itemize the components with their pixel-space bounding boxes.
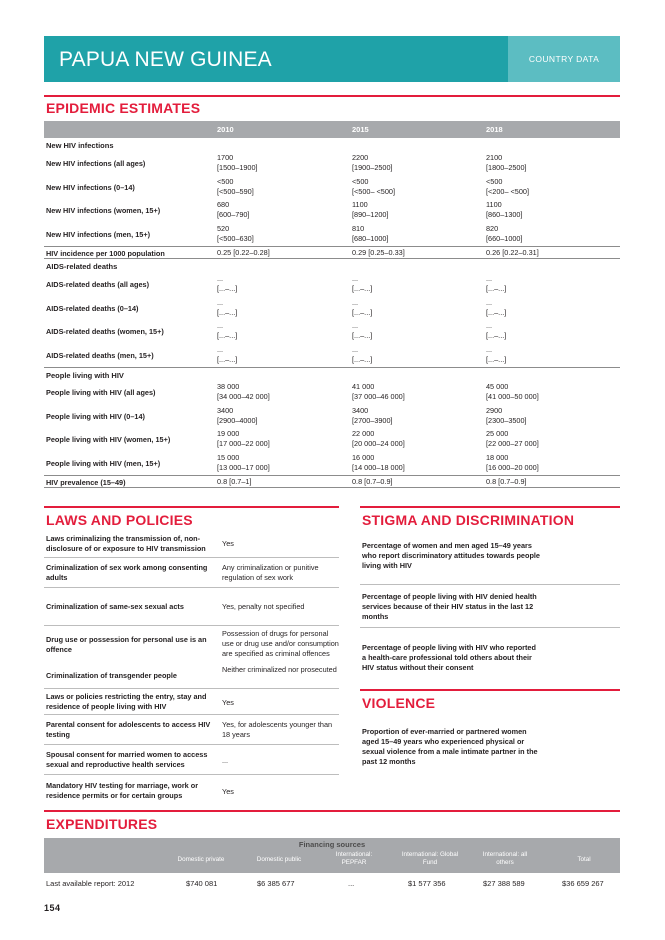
- table-row: [44, 273, 620, 297]
- table-row: [44, 475, 620, 488]
- row-label: AIDS-related deaths (women, 15+): [46, 327, 164, 336]
- year-header: 2018: [486, 125, 503, 134]
- expenditure-value: $27 388 589: [483, 879, 525, 888]
- violence-indicator: Proportion of ever-married or partnered women aged 15–49 years who experienced physical or sexual violence from a male intimate partner in the past 12 months: [362, 727, 538, 766]
- policy-row: [44, 531, 339, 558]
- cell: 18 000 [16 000–20 000]: [486, 452, 539, 472]
- policy-answer: ...: [222, 756, 229, 765]
- country-data-tag: COUNTRY DATA: [508, 36, 620, 82]
- policy-question: Laws or policies restricting the entry, stay and residence of people living with HIV: [46, 692, 207, 711]
- policy-row: [44, 689, 339, 715]
- stigma-indicator: Percentage of women and men aged 15–49 years who report discriminatory attitudes towards people living with HIV: [362, 541, 540, 570]
- section-divider: [44, 95, 620, 97]
- column-header: International: Global Fund: [401, 851, 459, 866]
- table-row: [44, 176, 620, 200]
- policy-row: [44, 775, 339, 805]
- expenditure-value: $6 385 677: [257, 879, 295, 888]
- epidemic-table: [44, 121, 620, 488]
- row-label: New HIV infections (0–14): [46, 182, 135, 192]
- cell: 1100 [860–1300]: [486, 200, 523, 219]
- policy-row: [44, 662, 339, 689]
- group-label: New HIV infections: [46, 141, 114, 150]
- table-row: [44, 297, 620, 321]
- row-label: HIV incidence per 1000 population: [46, 249, 165, 258]
- row-label: New HIV infections (all ages): [46, 159, 146, 168]
- cell: 0.8 [0.7–0.9]: [486, 477, 527, 486]
- table-row: [44, 405, 620, 429]
- policy-answer: Yes, penalty not specified: [222, 602, 305, 611]
- policy-question: Criminalization of sex work among consenting adults: [46, 563, 208, 582]
- cell: 820 [660–1000]: [486, 223, 523, 243]
- row-divider: [360, 584, 620, 585]
- policy-question: Spousal consent for married women to access sexual and reproductive health services: [46, 750, 208, 769]
- cell: 22 000 [20 000–24 000]: [352, 429, 405, 448]
- cell: 1700 [1500–1900]: [217, 153, 258, 172]
- cell: ... [...–...]: [486, 321, 507, 340]
- cell: ... [...–...]: [486, 274, 507, 293]
- cell: 0.8 [0.7–1]: [217, 477, 252, 486]
- cell: ... [...–...]: [486, 297, 507, 317]
- row-divider: [360, 627, 620, 628]
- policy-question: Criminalization of same-sex sexual acts: [46, 602, 184, 611]
- group-label: People living with HIV: [44, 367, 620, 381]
- policy-row: [44, 626, 339, 662]
- cell: 0.25 [0.22–0.28]: [217, 248, 270, 257]
- table-row: [44, 344, 620, 368]
- stigma-heading: STIGMA AND DISCRIMINATION: [362, 512, 575, 528]
- stigma-indicator: Percentage of people living with HIV denied health services because of their HIV status in the last 12 months: [362, 592, 537, 621]
- policy-row: [44, 588, 339, 626]
- row-label: People living with HIV (men, 15+): [46, 458, 161, 468]
- cell: 0.26 [0.22–0.31]: [486, 248, 539, 257]
- policy-answer: Neither criminalized nor prosecuted: [222, 665, 337, 674]
- cell: ... [...–...]: [217, 297, 238, 317]
- policy-answer: Yes: [222, 539, 234, 548]
- cell: 16 000 [14 000–18 000]: [352, 452, 405, 472]
- cell: 520 [<500–630]: [217, 223, 254, 243]
- column-header: International: PEPFAR: [335, 851, 373, 866]
- cell: ... [...–...]: [352, 344, 373, 364]
- cell: ... [...–...]: [217, 274, 238, 293]
- expenditure-row-label: Last available report: 2012: [46, 879, 135, 888]
- page-number: 154: [44, 903, 61, 913]
- expenditure-value: ...: [348, 879, 355, 888]
- cell: 0.8 [0.7–0.9]: [352, 477, 393, 486]
- cell: ... [...–...]: [486, 344, 507, 364]
- epidemic-table-header: [44, 121, 620, 138]
- year-header: 2010: [217, 125, 234, 134]
- cell: <500 [<200– <500]: [486, 176, 530, 196]
- expenditure-value: $36 659 267: [562, 879, 604, 888]
- table-row: [44, 223, 620, 247]
- row-label: People living with HIV (women, 15+): [46, 435, 171, 444]
- section-divider: [44, 506, 339, 508]
- column-header: Total: [577, 856, 591, 863]
- row-label: New HIV infections (men, 15+): [46, 229, 151, 239]
- cell: 19 000 [17 000–22 000]: [217, 429, 270, 448]
- cell: <500 [<500–590]: [217, 176, 254, 196]
- expenditures-heading: EXPENDITURES: [46, 816, 158, 832]
- violence-heading: VIOLENCE: [362, 695, 436, 711]
- cell: 1100 [890–1200]: [352, 200, 389, 219]
- policy-answer: Any criminalization or punitive regulation of sex work: [222, 563, 319, 582]
- row-label: New HIV infections (women, 15+): [46, 206, 161, 215]
- column-header: International: all others: [482, 851, 528, 866]
- table-row: [44, 452, 620, 476]
- cell: 3400 [2900–4000]: [217, 405, 258, 425]
- row-label: AIDS-related deaths (all ages): [46, 280, 149, 289]
- cell: 2200 [1900–2500]: [352, 153, 393, 172]
- cell: ... [...–...]: [217, 321, 238, 340]
- cell: ... [...–...]: [217, 344, 238, 364]
- cell: ... [...–...]: [352, 321, 373, 340]
- expenditure-header: [44, 838, 620, 873]
- cell: 2900 [2300–3500]: [486, 405, 527, 425]
- section-divider: [360, 689, 620, 691]
- cell: 3400 [2700–3900]: [352, 405, 393, 425]
- table-row: [44, 152, 620, 176]
- section-divider: [360, 506, 620, 508]
- cell: ... [...–...]: [352, 274, 373, 293]
- policy-row: [44, 558, 339, 588]
- table-row: [44, 320, 620, 344]
- epidemic-estimates-heading: EPIDEMIC ESTIMATES: [46, 100, 201, 116]
- table-row: [44, 246, 620, 259]
- cell: <500 [<500– <500]: [352, 176, 396, 196]
- cell: 15 000 [13 000–17 000]: [217, 452, 270, 472]
- row-label: AIDS-related deaths (0–14): [46, 303, 139, 313]
- year-header: 2015: [352, 125, 369, 134]
- cell: 38 000 [34 000–42 000]: [217, 382, 270, 401]
- row-label: People living with HIV (all ages): [46, 388, 156, 397]
- policy-question: Laws criminalizing the transmission of, non-disclosure of or exposure to HIV transmission: [46, 534, 206, 553]
- cell: ... [...–...]: [352, 297, 373, 317]
- row-label: HIV prevalence (15–49): [46, 478, 126, 487]
- cell: 810 [680–1000]: [352, 223, 389, 243]
- column-header: Domestic public: [256, 856, 302, 863]
- policy-answer: Yes: [222, 787, 234, 796]
- financing-sources-label: Financing sources: [298, 840, 366, 849]
- table-row: [44, 381, 620, 405]
- policy-question: Parental consent for adolescents to access HIV testing: [46, 720, 211, 739]
- row-label: People living with HIV (0–14): [46, 411, 145, 421]
- cell: 0.29 [0.25–0.33]: [352, 248, 405, 257]
- laws-policies-heading: LAWS AND POLICIES: [46, 512, 193, 528]
- policy-answer: Possession of drugs for personal use or drug use and/or consumption are specified as criminal offences: [222, 629, 339, 658]
- policy-row: [44, 715, 339, 745]
- policy-answer: Yes, for adolescents younger than 18 years: [222, 720, 333, 739]
- cell: 680 [600–790]: [217, 200, 250, 219]
- policy-answer: Yes: [222, 698, 234, 707]
- group-label: AIDS-related deaths: [46, 262, 118, 271]
- policy-question: Mandatory HIV testing for marriage, work or residence permits or for certain groups: [46, 781, 199, 800]
- cell: 2100 [1800–2500]: [486, 153, 527, 172]
- policy-question: Drug use or possession for personal use is an offence: [46, 635, 207, 654]
- row-label: AIDS-related deaths (men, 15+): [46, 350, 154, 360]
- table-row: [44, 428, 620, 452]
- country-banner: [44, 36, 620, 82]
- cell: 25 000 [22 000–27 000]: [486, 429, 539, 448]
- policy-row: [44, 745, 339, 775]
- country-title: PAPUA NEW GUINEA: [59, 48, 272, 71]
- cell: 41 000 [37 000–46 000]: [352, 382, 405, 401]
- expenditure-value: $1 577 356: [408, 879, 446, 888]
- table-row: [44, 199, 620, 223]
- column-header: Domestic private: [177, 856, 225, 863]
- stigma-indicator: Percentage of people living with HIV who reported a health-care professional told others about their HIV status without their consent: [362, 643, 536, 672]
- policy-question: Criminalization of transgender people: [46, 671, 177, 680]
- expenditure-value: $740 081: [186, 879, 218, 888]
- section-divider: [44, 810, 620, 812]
- cell: 45 000 [41 000–50 000]: [486, 382, 539, 401]
